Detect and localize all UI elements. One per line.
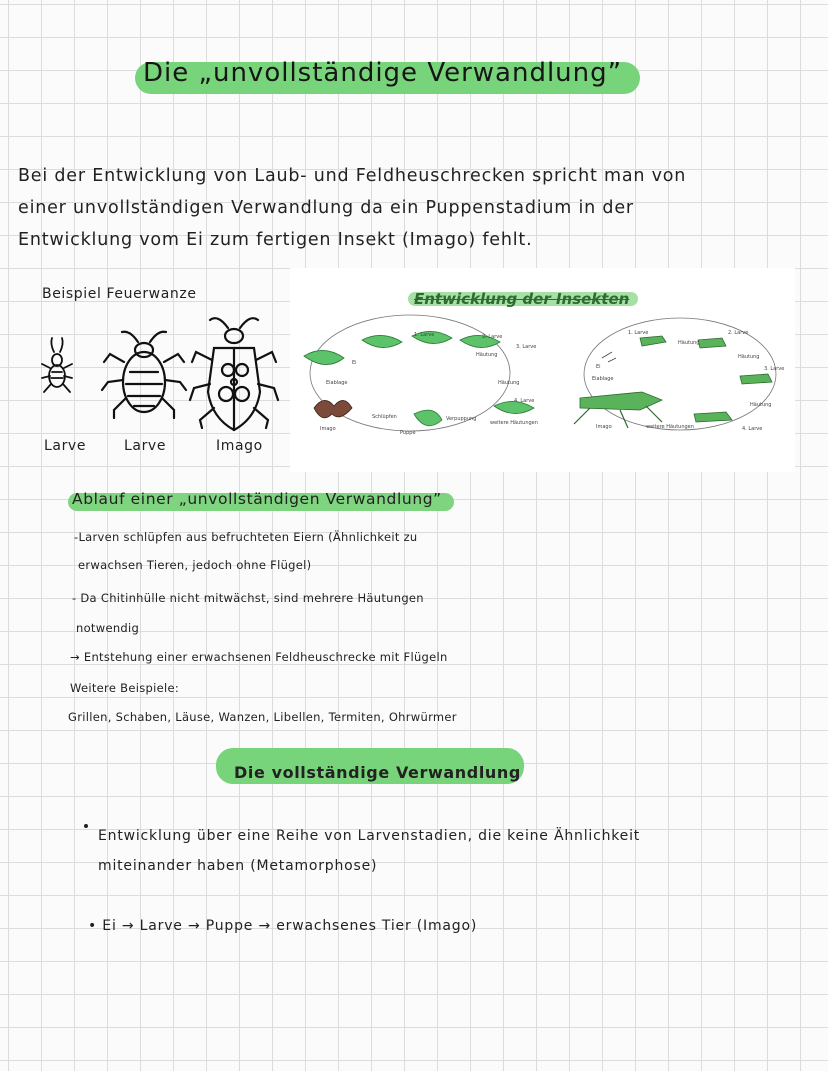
sequence-line: erwachsen Tieren, jedoch ohne Flügel) <box>78 558 312 572</box>
sequence-line: notwendig <box>76 621 140 635</box>
sequence-title: Ablauf einer „unvollständigen Verwandlung” <box>72 490 442 508</box>
section2-bullet-line: Entwicklung über eine Reihe von Larvenstadien, die keine Ähnlichkeit <box>98 828 641 844</box>
sequence-line: -Larven schlüpfen aus befruchteten Eiern (Ähnlichkeit zu <box>74 530 418 544</box>
firebug-imago-icon <box>190 318 278 430</box>
stage-label: Larve <box>44 438 87 454</box>
diagram-label: Verpuppung <box>446 416 477 422</box>
insect-development-diagram <box>290 268 795 472</box>
diagram-label: Häutung <box>750 402 772 408</box>
diagram-label: Ei <box>596 364 601 370</box>
sequence-line: Weitere Beispiele: <box>70 681 180 695</box>
page-title-block <box>135 58 640 96</box>
lifecycle-graphics <box>290 268 795 472</box>
diagram-label: 4. Larve <box>514 398 535 404</box>
diagram-label: Eiablage <box>592 376 614 382</box>
intro-line: einer unvollständigen Verwandlung da ein Puppenstadium in der <box>18 198 634 218</box>
diagram-label: 3. Larve <box>764 366 785 372</box>
diagram-label: Häutung <box>738 354 760 360</box>
stage-label: Imago <box>216 438 263 454</box>
diagram-label: 2. Larve <box>728 330 749 336</box>
example-label: Beispiel Feuerwanze <box>42 286 197 302</box>
diagram-label: 4. Larve <box>742 426 763 432</box>
diagram-label: Imago <box>320 426 336 432</box>
intro-paragraph <box>18 160 738 256</box>
diagram-label: 1. Larve <box>414 332 435 338</box>
diagram-label: Puppe <box>400 430 416 436</box>
diagram-label: Eiablage <box>326 380 348 386</box>
diagram-label: Häutung <box>678 340 700 346</box>
stage-label: Larve <box>124 438 167 454</box>
diagram-label: Ei <box>352 360 357 366</box>
sequence-line: Grillen, Schaben, Läuse, Wanzen, Libellen, Termiten, Ohrwürmer <box>68 710 457 724</box>
bullet-dot <box>84 824 88 828</box>
diagram-label: 2. Larve <box>482 334 503 340</box>
sequence-line: - Da Chitinhülle nicht mitwächst, sind mehrere Häutungen <box>72 591 424 605</box>
diagram-title: Entwicklung der Insekten <box>414 290 630 308</box>
diagram-label: 1. Larve <box>628 330 649 336</box>
firebug-larva-small-icon <box>42 338 72 392</box>
intro-line: Bei der Entwicklung von Laub- und Feldheuschrecken spricht man von <box>18 166 687 186</box>
diagram-label: Imago <box>596 424 612 430</box>
diagram-label: 3. Larve <box>516 344 537 350</box>
diagram-label: Häutung <box>476 352 498 358</box>
section2-sequence: • Ei → Larve → Puppe → erwachsenes Tier (Imago) <box>88 918 478 934</box>
intro-line: Entwicklung vom Ei zum fertigen Insekt (Imago) fehlt. <box>18 230 533 250</box>
diagram-label: Häutung <box>498 380 520 386</box>
section2-title: Die vollständige Verwandlung <box>234 763 521 782</box>
firebug-larva-large-icon <box>102 332 186 418</box>
diagram-label: Schlüpfen <box>372 414 397 420</box>
section2-bullet-line: miteinander haben (Metamorphose) <box>98 858 378 874</box>
page-title: Die „unvollständige Verwandlung” <box>143 58 623 88</box>
diagram-label: weitere Häutungen <box>490 420 538 426</box>
sequence-line: → Entstehung einer erwachsenen Feldheuschrecke mit Flügeln <box>70 650 448 664</box>
firebug-drawings <box>30 312 285 440</box>
diagram-label: weitere Häutungen <box>646 424 694 430</box>
